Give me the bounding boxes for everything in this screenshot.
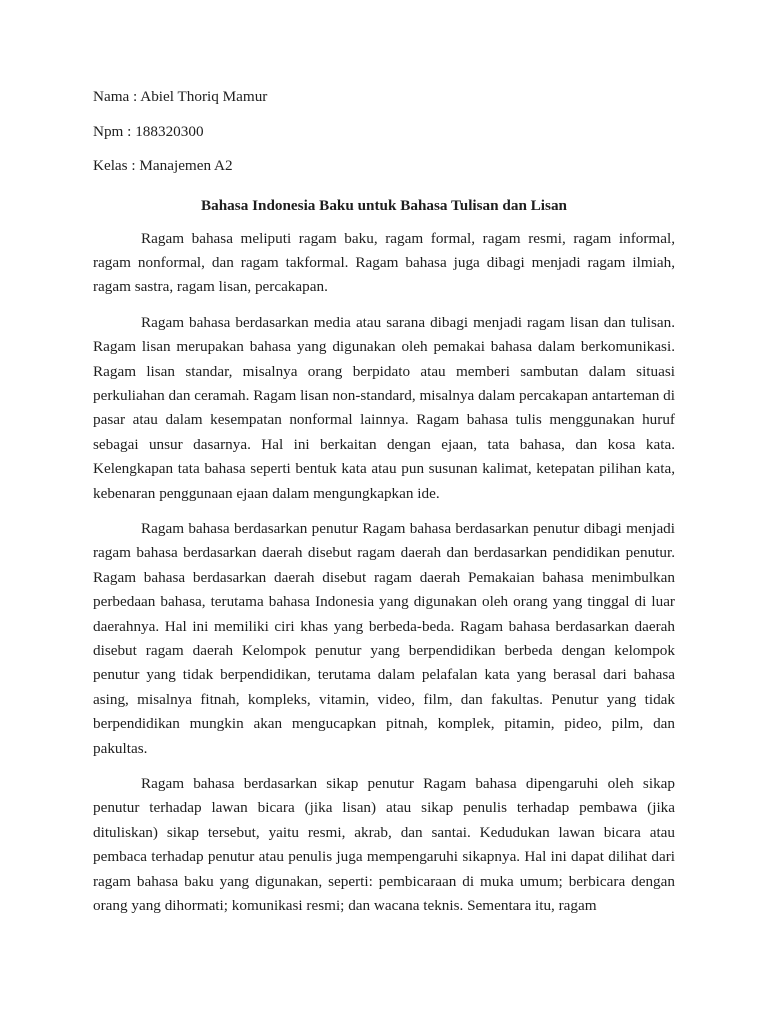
document-body [93,84,675,929]
student-npm: Npm : 188320300 [93,122,204,140]
document-title: Bahasa Indonesia Baku untuk Bahasa Tulisan dan Lisan [201,196,567,214]
paragraph-sikap-penutur: Ragam bahasa berdasarkan sikap penutur Ragam bahasa dipengaruhi oleh sikap penutur terhadap lawan bicara (jika lisan) atau sikap penulis terhadap pembawa (jika dituliskan) sikap tersebut, yaitu resmi, akrab, dan santai. Kedudukan lawan bicara atau pembaca terhadap penutur atau penulis juga mempengaruhi sikapnya. Hal ini dapat dilihat dari ragam bahasa baku yang digunakan, seperti: pembicaraan di muka umum; berbicara dengan orang yang dihormati; komunikasi resmi; dan wacana teknis. Sementara itu, ragam [93,775,675,915]
paragraph-ragam-bahasa: Ragam bahasa meliputi ragam baku, ragam formal, ragam resmi, ragam informal, ragam nonformal, dan ragam takformal. Ragam bahasa juga dibagi menjadi ragam ilmiah, ragam sastra, ragam lisan, percakapan. [93,229,675,296]
paragraph-media: Ragam bahasa berdasarkan media atau sarana dibagi menjadi ragam lisan dan tulisan. Ragam lisan merupakan bahasa yang digunakan oleh pemakai bahasa dalam berkomunikasi. Ragam lisan standar, misalnya orang berpidato atau memberi sambutan dalam situasi perkuliahan dan ceramah. Ragam lisan non-standard, misalnya dalam percakapan antarteman di pasar atau dalam kesempatan nonformal lainnya. Ragam bahasa tulis menggunakan huruf sebagai unsur dasarnya. Hal ini berkaitan dengan ejaan, tata bahasa, dan kosa kata. Kelengkapan tata bahasa seperti bentuk kata atau pun susunan kalimat, ketepatan pilihan kata, kebenaran penggunaan ejaan dalam mengungkapkan ide. [93,313,675,502]
student-name: Nama : Abiel Thoriq Mamur [93,88,268,105]
student-class: Kelas : Manajemen A2 [93,157,233,174]
paragraph-penutur: Ragam bahasa berdasarkan penutur Ragam bahasa berdasarkan penutur dibagi menjadi ragam bahasa berdasarkan daerah disebut ragam daerah dan berdasarkan pendidikan penutur. Ragam bahasa berdasarkan daerah disebut ragam daerah Pemakaian bahasa menimbulkan perbedaan bahasa, terutama bahasa Indonesia yang digunakan oleh orang yang tinggal di luar daerahnya. Hal ini memiliki ciri khas yang berbeda-beda. Ragam bahasa berdasarkan daerah disebut ragam daerah Kelompok penutur yang berpendidikan berbeda dengan kelompok penutur yang tidak berpendidikan, terutama dalam pelafalan kata yang berasal dari bahasa asing, misalnya fitnah, kompleks, vitamin, video, film, dan fakultas. Penutur yang tidak berpendidikan mungkin akan mengucapkan pitnah, komplek, pitamin, pideo, pilm, dan pakultas. [93,519,675,757]
